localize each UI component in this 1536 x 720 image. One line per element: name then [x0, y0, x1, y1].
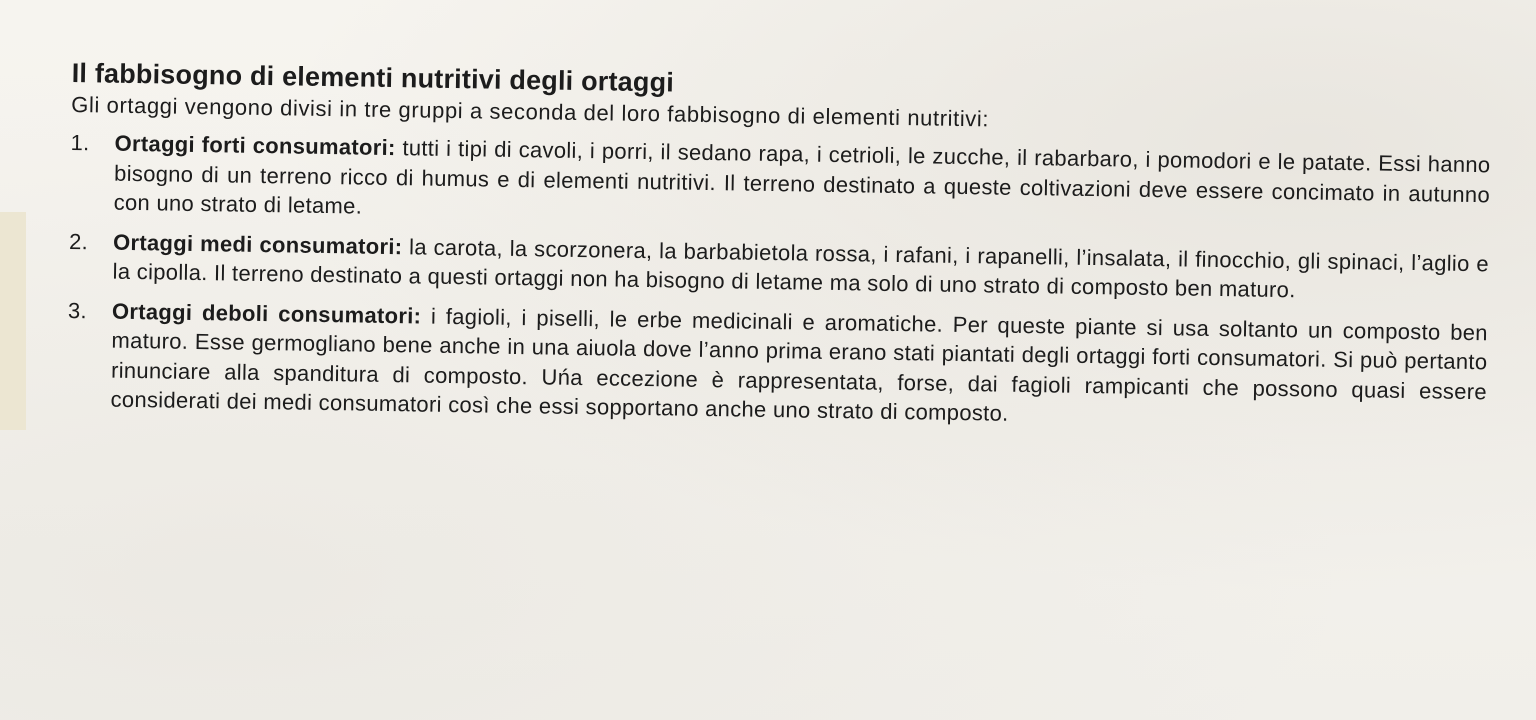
page-edge-strip	[0, 212, 26, 430]
list-item-text: tutti i tipi di cavoli, i porri, il sedano rapa, i cetrioli, le zucche, il rabarbaro, i pomodori e le patate. Essi hanno bisogno di un terreno ricco di humus e di elementi nutritivi. Il terreno destinato a queste coltivazioni deve essere concimato in autunno con uno strato di letame.	[113, 135, 1491, 219]
article	[66, 56, 1492, 446]
consumer-groups-list	[66, 128, 1490, 436]
list-item-text: i fagioli, i piselli, le erbe medicinali e aromatiche. Per queste piante si usa soltanto un composto ben maturo. Esse germogliano bene anche in una aiuola dove l’anno prima erano stati piantati degli ortaggi forti consumatori. Si può pertanto rinunciare alla spanditura di composto. Uńa eccezione è rappresentata, forse, dai fagioli rampicanti che possono quasi essere considerati dei medi consumatori così che essi sopportano anche uno strato di composto.	[110, 303, 1489, 426]
list-item-weak-consumers	[66, 295, 1488, 435]
list-item-number: 1.	[70, 129, 90, 156]
list-item-heading: Ortaggi medi consumatori:	[112, 229, 410, 259]
list-item-number: 2.	[68, 228, 89, 254]
list-item-strong-consumers	[69, 128, 1490, 239]
list-item-heading: Ortaggi forti consumatori:	[114, 130, 403, 161]
list-item-heading: Ortaggi deboli consumatori:	[111, 298, 432, 329]
page-title: Il fabbisogno di elementi nutritivi degli ortaggi	[71, 57, 675, 98]
list-item-medium-consumers	[68, 226, 1489, 307]
list-item-text: la carota, la scorzonera, la barbabietola rossa, i rafani, i rapanelli, l’insalata, il finocchio, gli spinaci, l’aglio e la cipolla. Il terreno destinato a questi ortaggi non ha bisogno di letame ma solo di uno strato di composto ben maturo.	[112, 233, 1490, 303]
list-item-number: 3.	[67, 297, 88, 323]
intro-paragraph: Gli ortaggi vengono divisi in tre gruppi a seconda del loro fabbisogno di elementi nutritivi:	[71, 91, 990, 132]
